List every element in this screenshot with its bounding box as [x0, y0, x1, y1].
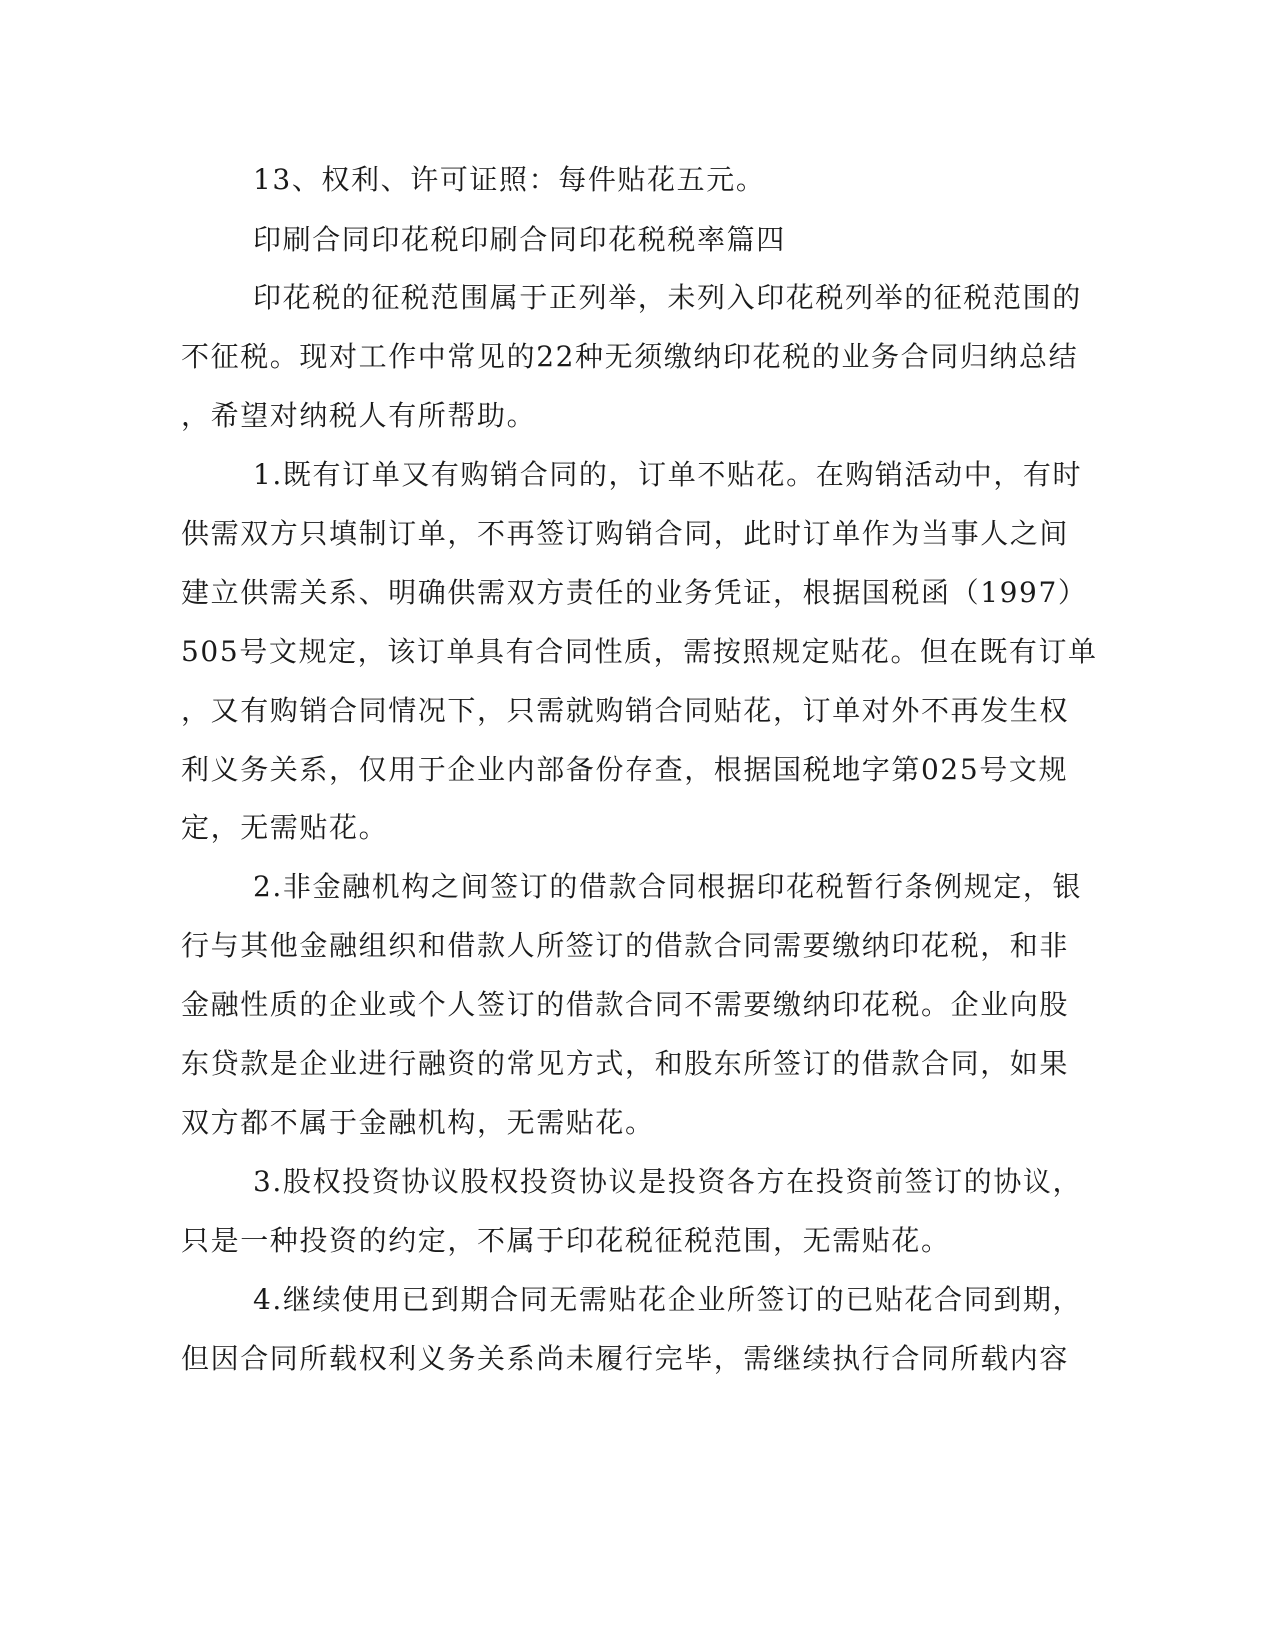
paragraph-line: 供需双方只填制订单，不再签订购销合同，此时订单作为当事人之间: [181, 517, 1070, 550]
paragraph-line: 双方都不属于金融机构，无需贴花。: [181, 1106, 655, 1139]
paragraph-line: 行与其他金融组织和借款人所签订的借款合同需要缴纳印花税，和非: [181, 929, 1070, 962]
paragraph-line: 印花税的征税范围属于正列举，未列入印花税列举的征税范围的: [253, 281, 1082, 314]
paragraph-line: 建立供需关系、明确供需双方责任的业务凭证，根据国税函（1997）: [181, 576, 1088, 609]
paragraph-line: 不征税。现对工作中常见的22种无须缴纳印花税的业务合同归纳总结: [181, 340, 1079, 373]
paragraph-line: 13、权利、许可证照：每件贴花五元。: [253, 163, 766, 196]
paragraph-line: 但因合同所载权利义务关系尚未履行完毕，需继续执行合同所载内容: [181, 1342, 1070, 1375]
section-heading: 印刷合同印花税印刷合同印花税税率篇四: [253, 223, 786, 256]
paragraph-line: 4.继续使用已到期合同无需贴花企业所签订的已贴花合同到期，: [253, 1283, 1083, 1316]
paragraph-line: ，又有购销合同情况下，只需就购销合同贴花，订单对外不再发生权: [181, 694, 1070, 727]
paragraph-line: 505号文规定，该订单具有合同性质，需按照规定贴花。但在既有订单: [181, 635, 1098, 668]
paragraph-line: 3.股权投资协议股权投资协议是投资各方在投资前签订的协议，: [253, 1165, 1083, 1198]
paragraph-line: 定，无需贴花。: [181, 811, 389, 844]
paragraph-line: 只是一种投资的约定，不属于印花税征税范围，无需贴花。: [181, 1224, 951, 1257]
paragraph-line: 1.既有订单又有购销合同的，订单不贴花。在购销活动中，有时: [253, 458, 1083, 491]
paragraph-line: 利义务关系，仅用于企业内部备份存查，根据国税地字第025号文规: [181, 753, 1069, 786]
paragraph-line: 金融性质的企业或个人签订的借款合同不需要缴纳印花税。企业向股: [181, 988, 1070, 1021]
paragraph-line: 2.非金融机构之间签订的借款合同根据印花税暂行条例规定，银: [253, 870, 1083, 903]
paragraph-line: ，希望对纳税人有所帮助。: [181, 399, 537, 432]
paragraph-line: 东贷款是企业进行融资的常见方式，和股东所签订的借款合同，如果: [181, 1047, 1070, 1080]
